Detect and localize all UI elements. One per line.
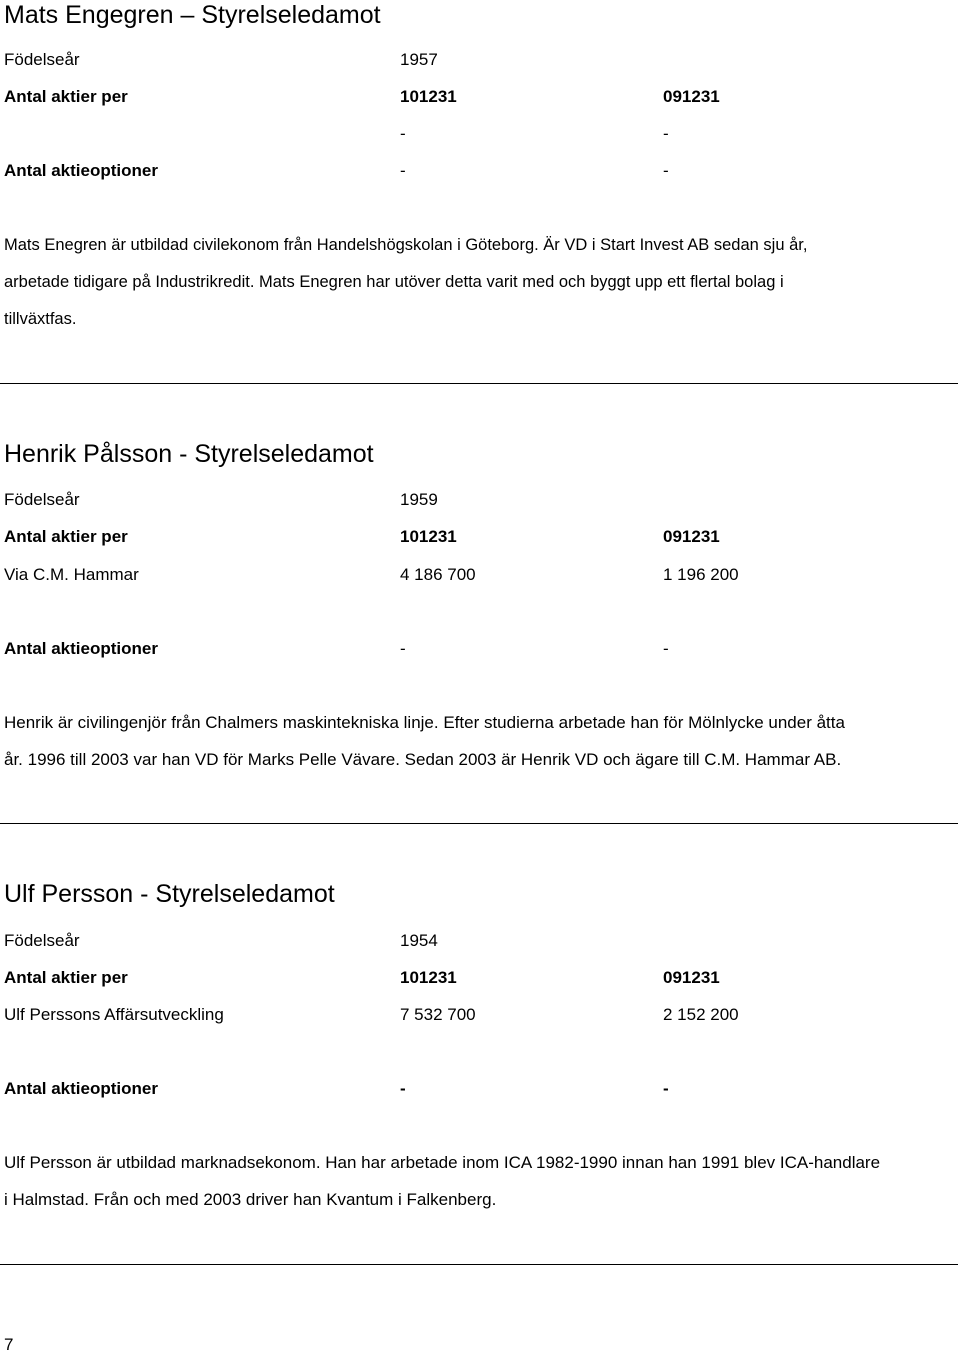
bio-line: Henrik är civilingenjör från Chalmers maskintekniska linje. Efter studierna arbetade han för Mölnlycke under åtta [4, 713, 845, 732]
holding-value-previous: - [663, 124, 669, 143]
section-divider [0, 1264, 958, 1265]
options-value-previous: - [663, 161, 669, 180]
bio-line: arbetade tidigare på Industrikredit. Mats Enegren har utöver detta varit med och byggt upp ett flertal bolag i [4, 273, 784, 291]
birth-year-value: 1959 [400, 490, 438, 509]
section-divider [0, 823, 958, 824]
bio-line: tillväxtfas. [4, 310, 77, 328]
shares-date-previous: 091231 [663, 527, 720, 546]
holding-label: Via C.M. Hammar [4, 565, 139, 584]
page-number: 7 [4, 1335, 14, 1354]
shares-date-current: 101231 [400, 968, 457, 987]
section-divider [0, 383, 958, 384]
shares-date-previous: 091231 [663, 968, 720, 987]
holding-value-current: 4 186 700 [400, 565, 476, 584]
shares-date-previous: 091231 [663, 87, 720, 106]
options-value-current: - [400, 161, 406, 180]
birth-year-label: Födelseår [4, 931, 80, 950]
member-heading: Mats Engegren – Styrelseledamot [4, 1, 381, 29]
birth-year-label: Födelseår [4, 50, 80, 69]
options-value-current: - [400, 639, 406, 658]
holding-value-previous: 1 196 200 [663, 565, 739, 584]
holding-value-current: - [400, 124, 406, 143]
birth-year-label: Födelseår [4, 490, 80, 509]
options-value-previous: - [663, 1079, 669, 1098]
options-label: Antal aktieoptioner [4, 161, 158, 180]
shares-date-current: 101231 [400, 527, 457, 546]
holding-value-previous: 2 152 200 [663, 1005, 739, 1024]
birth-year-value: 1957 [400, 50, 438, 69]
member-heading: Henrik Pålsson - Styrelseledamot [4, 440, 374, 468]
shares-date-current: 101231 [400, 87, 457, 106]
options-label: Antal aktieoptioner [4, 1079, 158, 1098]
options-label: Antal aktieoptioner [4, 639, 158, 658]
shares-label: Antal aktier per [4, 87, 128, 106]
options-value-previous: - [663, 639, 669, 658]
bio-line: Ulf Persson är utbildad marknadsekonom. Han har arbetade inom ICA 1982-1990 innan han 1991 blev ICA-handlare [4, 1153, 881, 1172]
bio-line: Mats Enegren är utbildad civilekonom från Handelshögskolan i Göteborg. Är VD i Start Invest AB sedan sju år, [4, 236, 808, 254]
bio-line: år. 1996 till 2003 var han VD för Marks Pelle Vävare. Sedan 2003 är Henrik VD och ägare till C.M. Hammar AB. [4, 750, 842, 769]
birth-year-value: 1954 [400, 931, 438, 950]
holding-label: Ulf Perssons Affärsutveckling [4, 1005, 224, 1024]
bio-line: i Halmstad. Från och med 2003 driver han Kvantum i Falkenberg. [4, 1190, 497, 1209]
shares-label: Antal aktier per [4, 527, 128, 546]
member-heading: Ulf Persson - Styrelseledamot [4, 880, 335, 908]
shares-label: Antal aktier per [4, 968, 128, 987]
options-value-current: - [400, 1079, 406, 1098]
holding-value-current: 7 532 700 [400, 1005, 476, 1024]
